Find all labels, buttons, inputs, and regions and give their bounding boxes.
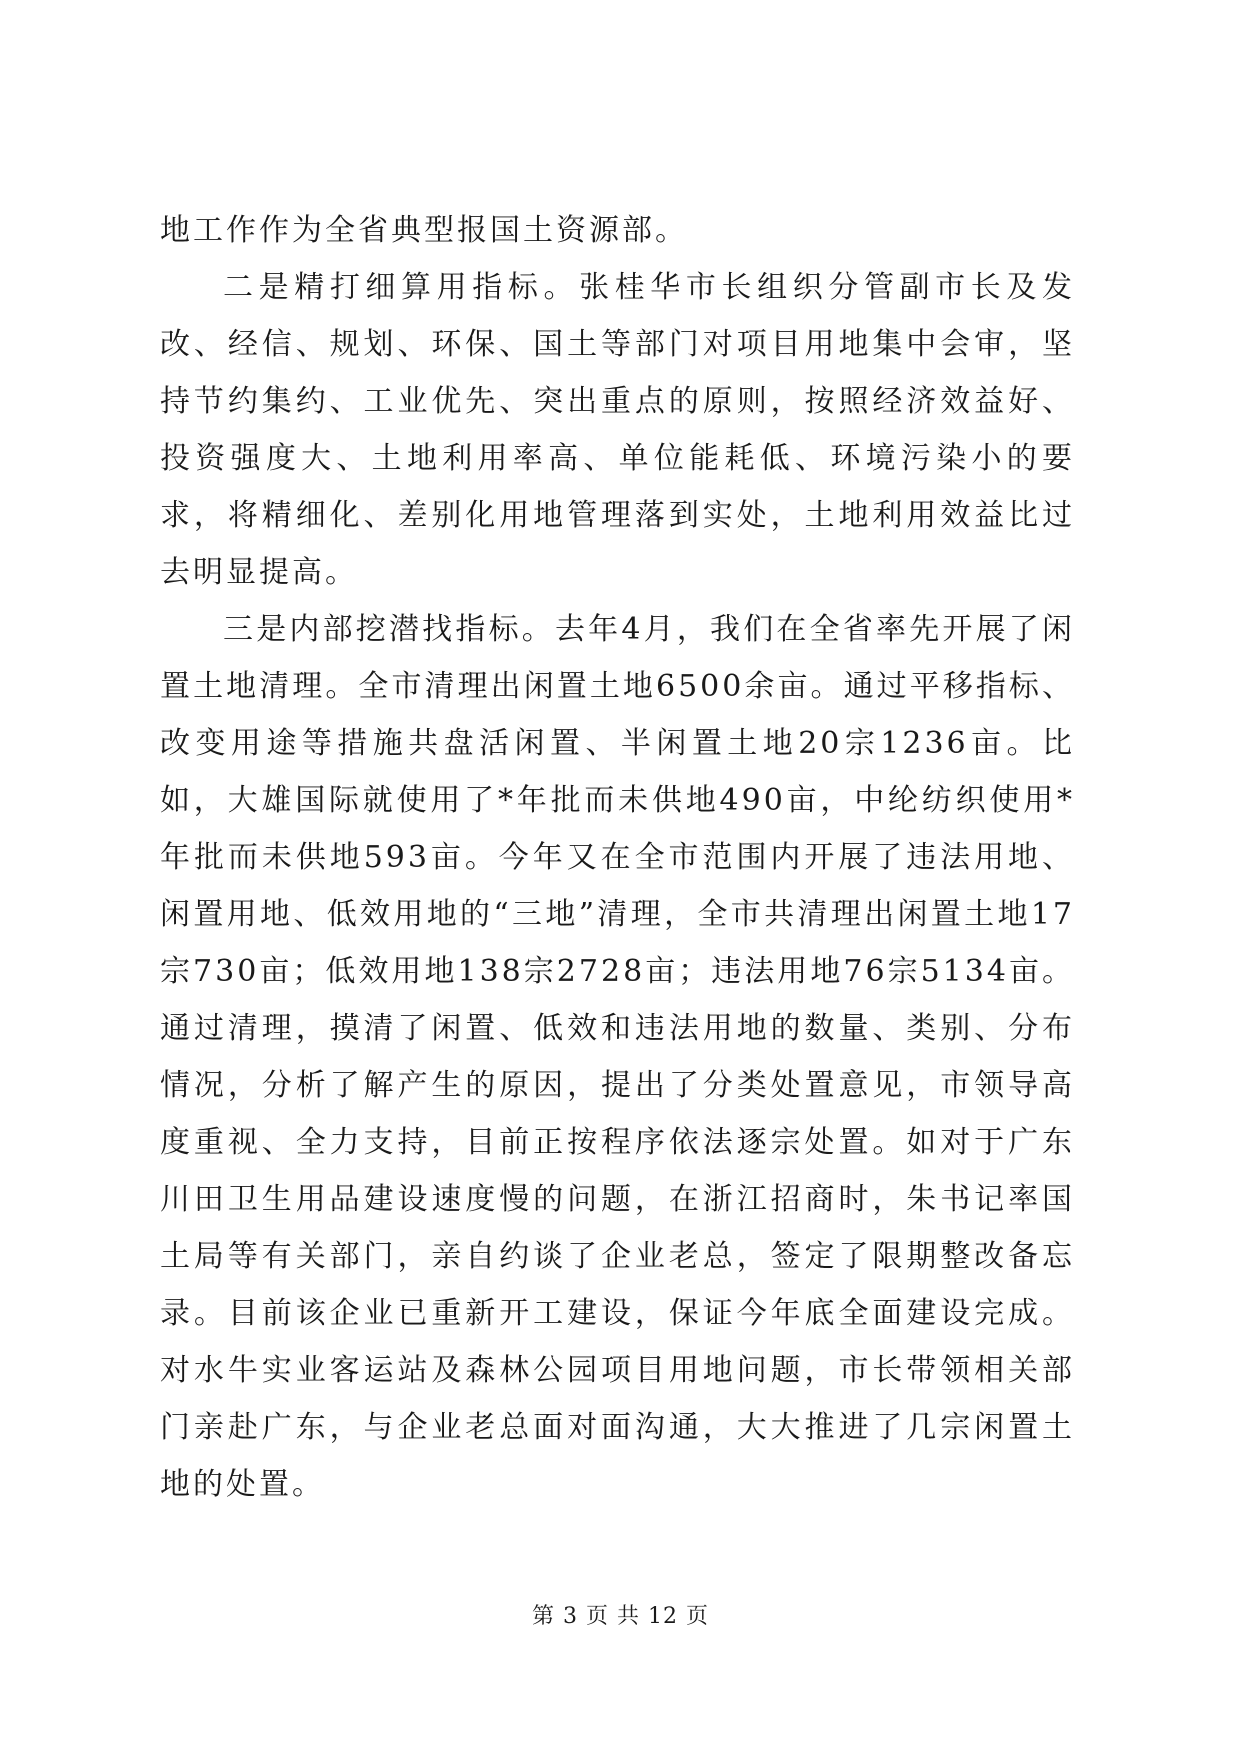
document-body <box>160 202 1075 1513</box>
page-number-footer: 第 3 页 共 12 页 <box>532 1604 709 1629</box>
paragraph-continuation: 地工作作为全省典型报国土资源部。 <box>160 213 688 248</box>
paragraph-point-three: 三是内部挖潜找指标。去年4月，我们在全省率先开展了闲置土地清理。全市清理出闲置土地6500余亩。通过平移指标、改变用途等措施共盘活闲置、半闲置土地20宗1236亩。比如，大雄国际就使用了*年批而未供地490亩，中纶纺织使用*年批而未供地593亩。今年又在全市范围内开展了违法用地、闲置用地、低效用地的“三地”清理，全市共清理出闲置土地17宗730亩；低效用地138宗2728亩；违法用地76宗5134亩。通过清理，摸清了闲置、低效和违法用地的数量、类别、分布情况，分析了解产生的原因，提出了分类处置意见，市领导高度重视、全力支持，目前正按程序依法逐宗处置。如对于广东川田卫生用品建设速度慢的问题，在浙江招商时，朱书记率国土局等有关部门，亲自约谈了企业老总，签定了限期整改备忘录。目前该企业已重新开工建设，保证今年底全面建设完成。对水牛实业客运站及森林公园项目用地问题，市长带领相关部门亲赴广东，与企业老总面对面沟通，大大推进了几宗闲置土地的处置。 <box>160 612 1075 1502</box>
paragraph-point-two: 二是精打细算用指标。张桂华市长组织分管副市长及发改、经信、规划、环保、国土等部门对项目用地集中会审，坚持节约集约、工业优先、突出重点的原则，按照经济效益好、投资强度大、土地利用率高、单位能耗低、环境污染小的要求，将精细化、差别化用地管理落到实处，土地利用效益比过去明显提高。 <box>160 270 1075 590</box>
